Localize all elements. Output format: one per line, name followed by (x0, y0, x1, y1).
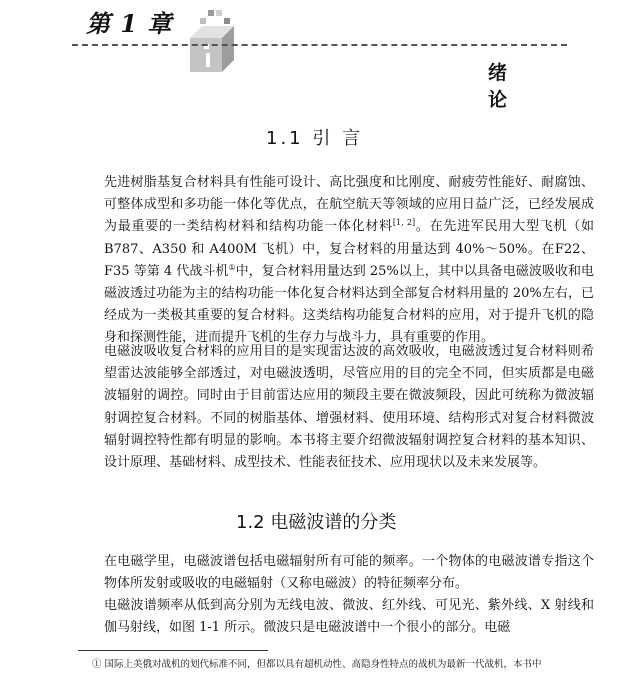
citation-superscript[interactable]: [1, 2] (392, 218, 416, 228)
header-dashed-rule (72, 44, 567, 46)
chapter-label: 第 1 章 (86, 9, 173, 38)
chapter-title: 绪论 (488, 62, 534, 111)
paragraph: 先进树脂基复合材料具有性能可设计、高比强度和比刚度、耐疲劳性能好、耐腐蚀、可整体成型和多功能一体化等优点，在航空航天等领域的应用日益广泛，已经发展成为最重要的一类结构材料和结构功能一体化材料[1, 2]。在先进军民用大型飞机（如 B787、A350 和 A400M 飞机）中，复合材料的用量达到 40%～50%。在F22、F35 等第 4 代战斗机①中，复合材料用量达到 25%以上，其中以具备电磁波吸收和电磁波透过功能为主的结构功能一体化复合材料达到全部复合材料用量的 20%左右，已经成为一类极其重要的复合材料。这类结构功能复合材料的应用，对于提升飞机的隐身和探测性能，进而提升飞机的生存力与战斗力，具有重要的作用。 (104, 175, 594, 346)
footnote-rule (78, 650, 268, 651)
paragraph: 电磁波谱频率从低到高分别为无线电波、微波、红外线、可见光、紫外线、X 射线和伽马射线，如图 1-1 所示。微波只是电磁波谱中一个很小的部分。电磁 (104, 598, 594, 636)
paragraph: 在电磁学里，电磁波谱包括电磁辐射所有可能的频率。一个物体的电磁波谱专指这个物体所发射或吸收的电磁辐射（又称电磁波）的特征频率分布。 (104, 554, 594, 592)
footnote: ① 国际上美俄对战机的划代标准不同，但都以具有超机动性、高隐身性特点的战机为最新一代战机，本书中 (92, 659, 542, 670)
footnote-marker[interactable]: ① (228, 262, 236, 272)
section-heading-1-2: 1.2 电磁波谱的分类 (236, 512, 397, 533)
section-heading-1-1: 1.1 引 言 (266, 128, 364, 149)
paragraph: 电磁波吸收复合材料的应用目的是实现雷达波的高效吸收，电磁波透过复合材料则希望雷达波能够全部透过，对电磁波透明，尽管应用的目的完全不同，但实质都是电磁波辐射的调控。同时由于目前雷达应用的频段主要在微波频段，因此可统称为微波辐射调控复合材料。不同的树脂基体、增强材料、使用环境、结构形式对复合材料微波辐射调控特性都有明显的影响。本书将主要介绍微波辐射调控复合材料的基本知识、设计原理、基础材料、成型技术、性能表征技术、应用现状以及未来发展等。 (104, 344, 594, 471)
chapter-cube-logo (186, 10, 240, 76)
